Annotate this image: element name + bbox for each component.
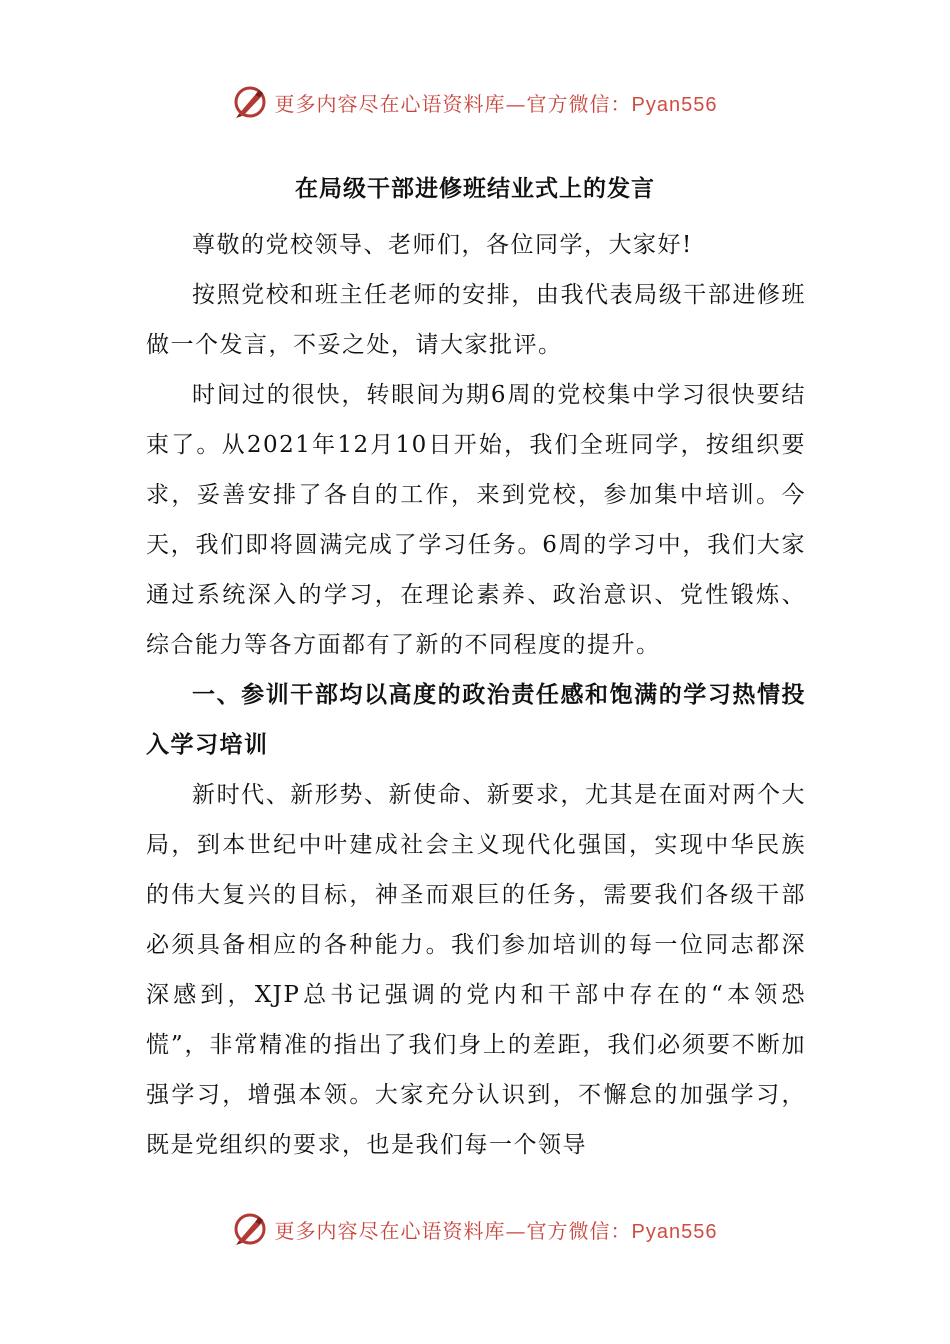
section-heading-1: 一、参训干部均以高度的政治责任感和饱满的学习热情投入学习培训	[146, 682, 806, 758]
header-banner	[0, 82, 950, 122]
document-body	[146, 220, 806, 1170]
pen-circle-logo-icon	[233, 1212, 267, 1246]
banner-wechat-id: Pyan556	[631, 1220, 718, 1243]
paragraph-greeting: 尊敬的党校领导、老师们，各位同学，大家好!	[192, 232, 693, 258]
banner-text	[275, 1215, 718, 1244]
document-title: 在局级干部进修班结业式上的发言	[295, 176, 655, 202]
banner-message: 更多内容尽在心语资料库—官方微信：	[274, 1218, 632, 1243]
pen-circle-logo-icon	[233, 85, 267, 119]
paragraph-section-1: 新时代、新形势、新使命、新要求，尤其是在面对两个大局，到本世纪中叶建成社会主义现代化强国，实现中华民族的伟大复兴的目标，神圣而艰巨的任务，需要我们各级干部必须具备相应的各种能力。我们参加培训的每一位同志都深深感到，XJP总书记强调的党内和干部中存在的“本领恐慌”，非常精准的指出了我们身上的差距，我们必须要不断加强学习，增强本领。大家充分认识到，不懈怠的加强学习，既是党组织的要求，也是我们每一个领导	[146, 782, 806, 1158]
banner-text	[275, 88, 718, 117]
banner-message: 更多内容尽在心语资料库—官方微信：	[274, 91, 632, 116]
paragraph-intro: 按照党校和班主任老师的安排，由我代表局级干部进修班做一个发言，不妥之处，请大家批评。	[146, 282, 806, 358]
paragraph-time: 时间过的很快，转眼间为期6周的党校集中学习很快要结束了。从2021年12月10日开始，我们全班同学，按组织要求，妥善安排了各自的工作，来到党校，参加集中培训。今天，我们即将圆满完成了学习任务。6周的学习中，我们大家通过系统深入的学习，在理论素养、政治意识、党性锻炼、综合能力等各方面都有了新的不同程度的提升。	[146, 382, 806, 658]
banner-wechat-id: Pyan556	[631, 93, 718, 116]
footer-banner	[0, 1209, 950, 1249]
